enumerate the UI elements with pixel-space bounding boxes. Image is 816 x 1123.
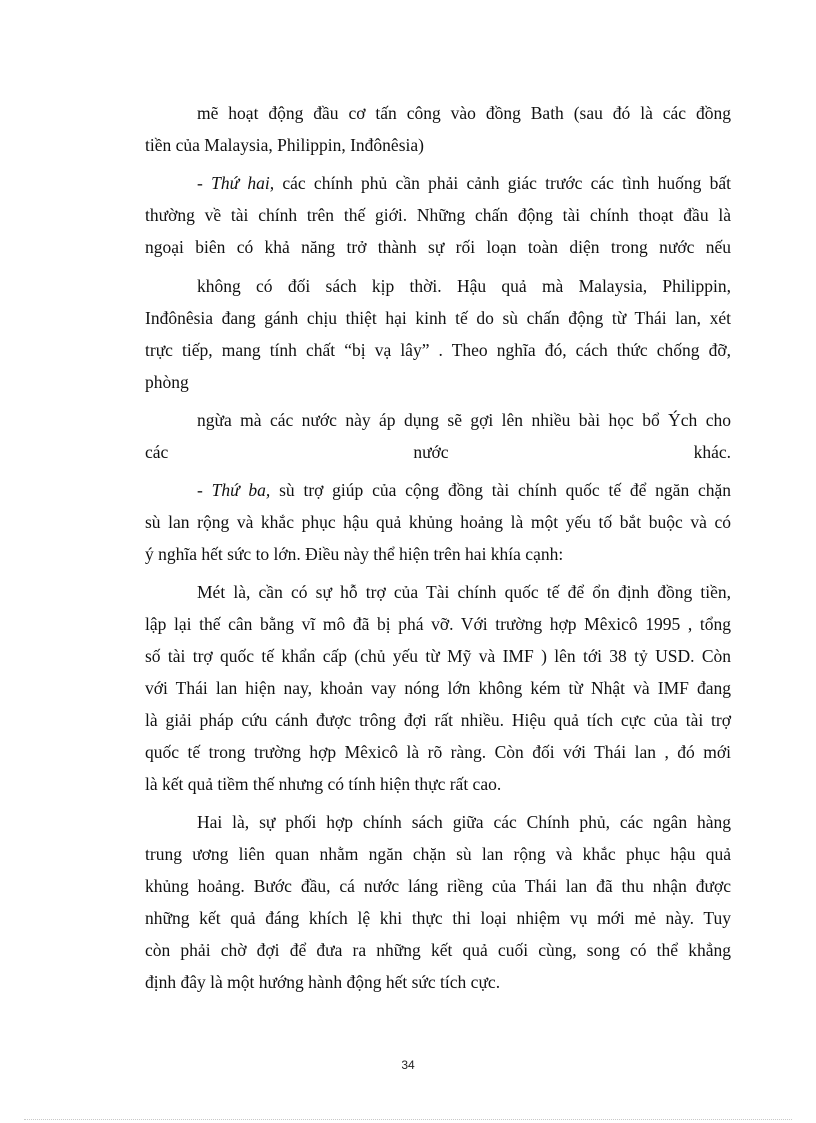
- line-text: sù trợ giúp của cộng đồng tài chính quốc tế để ngăn chặn: [279, 480, 732, 500]
- dash: -: [197, 480, 212, 500]
- word: khác.: [693, 442, 731, 462]
- page-bottom-border: [24, 1119, 792, 1120]
- text-line: số tài trợ quốc tế khẩn cấp (chủ yếu từ Mỹ và IMF ) lên tới 38 tỷ USD. Còn: [145, 646, 731, 666]
- text-line: tiền của Malaysia, Philippin, Inđônêsia): [145, 135, 424, 155]
- text-line: mẽ hoạt động đầu cơ tấn công vào đồng Bath (sau đó là các đồng: [197, 103, 731, 123]
- text-line: [197, 172, 731, 194]
- text-line: định đây là một hướng hành động hết sức tích cực.: [145, 972, 501, 992]
- text-line: ngoại biên có khả năng trở thành sự rối loạn toàn diện trong nước nếu: [145, 237, 731, 257]
- text-line: Inđônêsia đang gánh chịu thiệt hại kinh tế do sù chấn động từ Thái lan, xét: [145, 308, 731, 328]
- page-number: 34: [401, 1058, 415, 1072]
- line-text: các chính phủ cần phải cảnh giác trước các tình huống bất: [282, 173, 732, 193]
- text-line: ngừa mà các nước này áp dụng sẽ gợi lên nhiều bài học bổ Ých cho: [197, 410, 731, 430]
- text-line: còn phải chờ đợi để đưa ra những kết quả cuối cùng, song có thể khẳng: [145, 940, 731, 960]
- text-line: những kết quả đáng khích lệ khi thực thi loại nhiệm vụ mới mẻ này. Tuy: [145, 908, 731, 928]
- text-line: Mét là, cần có sự hỗ trợ của Tài chính quốc tế để ổn định đồng tiền,: [197, 582, 731, 602]
- text-line: quốc tế trong trường hợp Mêxicô là rõ ràng. Còn đối với Thái lan , đó mới: [145, 742, 731, 762]
- ordinal-label: Thứ ba,: [211, 480, 271, 500]
- word: các: [145, 442, 169, 462]
- text-line: lập lại thế cân bằng vĩ mô đã bị phá vỡ. Với trường hợp Mêxicô 1995 , tổng: [145, 614, 731, 634]
- text-line: thường về tài chính trên thế giới. Những chấn động tài chính thoạt đầu là: [145, 205, 731, 225]
- text-line: là kết quả tiềm thế nhưng có tính hiện thực rất cao.: [145, 774, 502, 794]
- text-line: Hai là, sự phối hợp chính sách giữa các Chính phủ, các ngân hàng: [197, 812, 731, 832]
- word: nước: [413, 442, 449, 462]
- text-line: phòng: [145, 372, 189, 392]
- text-line: trung ương liên quan nhằm ngăn chặn sù lan rộng và khắc phục hậu quả: [145, 844, 731, 864]
- text-line: [197, 479, 731, 501]
- text-line: ý nghĩa hết sức to lớn. Điều này thể hiện trên hai khía cạnh:: [145, 544, 564, 564]
- ordinal-label: Thứ hai,: [211, 173, 275, 193]
- text-line: với Thái lan hiện nay, khoản vay nóng lớn không kém từ Nhật và IMF đang: [145, 678, 731, 698]
- text-line: khủng hoảng. Bước đầu, cá nước láng riềng của Thái lan đã thu nhận được: [145, 876, 731, 896]
- text-line: trực tiếp, mang tính chất “bị vạ lây” . Theo nghĩa đó, cách thức chống đỡ,: [145, 340, 731, 360]
- dash: -: [197, 173, 212, 193]
- text-line: không có đối sách kịp thời. Hậu quả mà Malaysia, Philippin,: [197, 276, 731, 296]
- text-line-spread: [145, 441, 731, 463]
- text-line: là giải pháp cứu cánh được trông đợi rất nhiều. Hiệu quả tích cực của tài trợ: [145, 710, 731, 730]
- text-line: sù lan rộng và khắc phục hậu quả khủng hoảng là một yếu tố bắt buộc và có: [145, 512, 731, 532]
